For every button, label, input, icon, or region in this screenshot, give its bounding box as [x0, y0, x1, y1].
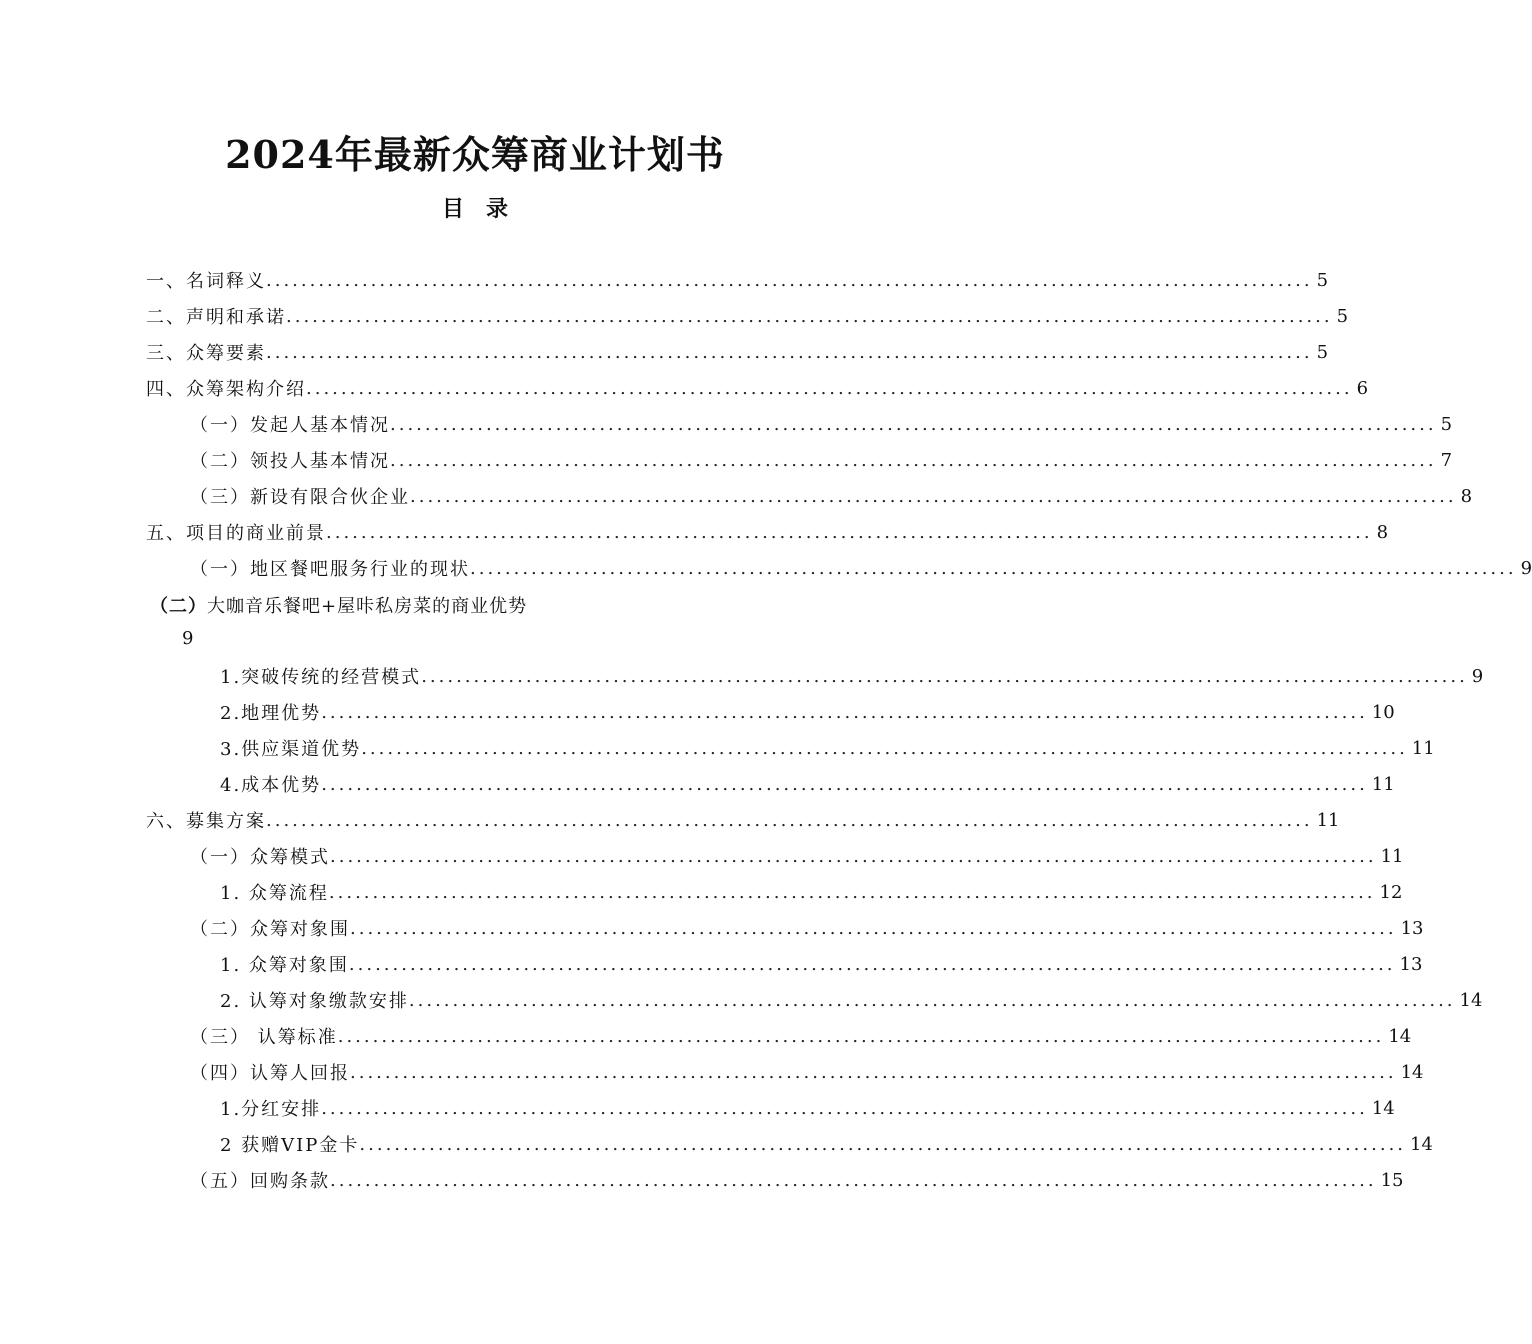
- toc-entry-label: 3.供应渠道优势: [220, 739, 362, 760]
- toc-entry[interactable]: [0, 838, 1404, 874]
- toc-entry-label: （一）众筹模式: [190, 847, 330, 868]
- toc-entry[interactable]: [0, 406, 1453, 442]
- toc-entry-page: 14: [1388, 1025, 1412, 1047]
- toc-leader: ........................................................................................................................: [361, 737, 1408, 759]
- toc-entry[interactable]: [0, 1054, 1424, 1090]
- toc-entry-page: 9: [1520, 557, 1532, 579]
- toc-entry[interactable]: [0, 262, 1329, 298]
- toc-leader: ........................................................................................................................: [306, 377, 1353, 399]
- toc-leader: ........................................................................................................................: [321, 701, 1368, 723]
- toc-leader: ........................................................................................................................: [326, 521, 1373, 543]
- toc-entry-label: 1. 众筹流程: [220, 883, 329, 904]
- toc-leader: ........................................................................................................................: [337, 1025, 1385, 1047]
- toc-entry-label: （一）发起人基本情况: [190, 415, 390, 436]
- toc-entry[interactable]: [0, 1126, 1433, 1162]
- toc-entry-page: 14: [1410, 1133, 1433, 1155]
- toc-entry[interactable]: [0, 1018, 1412, 1054]
- toc-entry-text: 大咖音乐餐吧+屋咔私房菜的商业优势: [207, 596, 528, 617]
- toc-entry-label: （二）领投人基本情况: [190, 451, 390, 472]
- toc-entry[interactable]: [0, 478, 1473, 514]
- toc-entry-page-line: [0, 622, 950, 658]
- toc-entry[interactable]: [0, 694, 1395, 730]
- toc-entry-label: （三）新设有限合伙企业: [190, 487, 410, 508]
- toc-entry-page: 11: [1411, 737, 1435, 759]
- toc-entry[interactable]: [0, 334, 1329, 370]
- toc-entry-page: 15: [1380, 1169, 1404, 1191]
- table-of-contents: [0, 262, 1532, 1198]
- toc-leader: ........................................................................................................................: [286, 305, 1333, 327]
- toc-entry[interactable]: [0, 298, 1349, 334]
- toc-entry-label: （四）认筹人回报: [190, 1063, 350, 1084]
- toc-entry-page: 13: [1399, 953, 1423, 975]
- toc-leader: ........................................................................................................................: [350, 917, 1397, 939]
- toc-entry-label: 1.分红安排: [220, 1099, 322, 1120]
- toc-leader: ........................................................................................................................: [321, 1097, 1368, 1119]
- toc-leader: ........................................................................................................................: [421, 665, 1468, 687]
- toc-entry[interactable]: [0, 874, 1403, 910]
- toc-entry-page: 13: [1400, 917, 1424, 939]
- toc-leader: ........................................................................................................................: [321, 773, 1368, 795]
- toc-entry-page: 9: [1471, 665, 1484, 687]
- toc-leader: ........................................................................................................................: [470, 557, 1517, 579]
- toc-entry-page: 11: [1316, 809, 1340, 831]
- toc-entry-page: 9: [182, 628, 194, 649]
- toc-entry-page: 5: [1440, 413, 1453, 435]
- toc-entry[interactable]: [0, 586, 950, 622]
- toc-entry-label: 三、众筹要素: [146, 343, 266, 364]
- toc-entry[interactable]: [0, 658, 1484, 694]
- toc-entry-page: 10: [1371, 701, 1395, 723]
- toc-leader: ........................................................................................................................: [266, 341, 1313, 363]
- toc-entry-page: 14: [1371, 1097, 1395, 1119]
- toc-entry[interactable]: [0, 766, 1395, 802]
- toc-leader: ........................................................................................................................: [410, 485, 1457, 507]
- toc-leader: ........................................................................................................................: [266, 809, 1313, 831]
- toc-leader: ........................................................................................................................: [330, 845, 1377, 867]
- toc-entry-page: 5: [1316, 269, 1329, 291]
- toc-entry-label: 1. 众筹对象围: [220, 955, 349, 976]
- toc-entry-label: 1.突破传统的经营模式: [220, 667, 422, 688]
- toc-entry-page: 5: [1336, 305, 1349, 327]
- toc-leader: ........................................................................................................................: [328, 881, 1376, 903]
- toc-entry[interactable]: [0, 946, 1423, 982]
- toc-entry-label: 二、声明和承诺: [146, 307, 286, 328]
- toc-entry-label: 2.地理优势: [220, 703, 322, 724]
- toc-entry-page: 8: [1460, 485, 1473, 507]
- toc-entry-label: 四、众筹架构介绍: [146, 379, 306, 400]
- toc-entry-page: 14: [1459, 989, 1483, 1011]
- toc-entry[interactable]: [0, 910, 1424, 946]
- toc-leader: ........................................................................................................................: [390, 413, 1437, 435]
- document-title: 2024年最新众筹商业计划书: [225, 132, 725, 177]
- toc-entry-prefix: （二）: [150, 596, 207, 617]
- toc-leader: ........................................................................................................................: [348, 953, 1396, 975]
- toc-entry-label: 2. 认筹对象缴款安排: [220, 991, 409, 1012]
- toc-entry[interactable]: [0, 802, 1340, 838]
- toc-entry-page: 7: [1440, 449, 1453, 471]
- toc-entry-label: 一、名词释义: [146, 271, 266, 292]
- toc-entry[interactable]: [0, 370, 1369, 406]
- toc-entry-label: 4.成本优势: [220, 775, 322, 796]
- toc-entry-page: 5: [1316, 341, 1329, 363]
- toc-entry[interactable]: [0, 730, 1435, 766]
- toc-leader: ........................................................................................................................: [390, 449, 1437, 471]
- toc-entry-label: 六、募集方案: [146, 811, 266, 832]
- toc-entry[interactable]: [0, 550, 1532, 586]
- toc-leader: ........................................................................................................................: [408, 989, 1456, 1011]
- toc-entry-page: 6: [1356, 377, 1369, 399]
- toc-entry[interactable]: [0, 514, 1389, 550]
- toc-entry-page: 14: [1400, 1061, 1424, 1083]
- toc-leader: ........................................................................................................................: [359, 1133, 1407, 1155]
- toc-entry[interactable]: [0, 1162, 1404, 1198]
- toc-entry-label: （五）回购条款: [190, 1171, 330, 1192]
- toc-entry-label: 五、项目的商业前景: [146, 523, 326, 544]
- toc-entry-page: 12: [1379, 881, 1403, 903]
- toc-entry[interactable]: [0, 1090, 1395, 1126]
- toc-entry[interactable]: [0, 982, 1483, 1018]
- toc-leader: ........................................................................................................................: [330, 1169, 1377, 1191]
- toc-entry-label: 2 获赠VIP金卡: [220, 1135, 360, 1156]
- toc-entry-label: （二）众筹对象围: [190, 919, 350, 940]
- toc-entry-page: 8: [1376, 521, 1389, 543]
- toc-heading: 目录: [441, 196, 530, 222]
- toc-entry-label: [150, 592, 527, 618]
- toc-entry-label: （三） 认筹标准: [190, 1027, 338, 1048]
- toc-entry-page: 11: [1380, 845, 1404, 867]
- toc-entry[interactable]: [0, 442, 1453, 478]
- toc-entry-page: 11: [1371, 773, 1395, 795]
- toc-leader: ........................................................................................................................: [266, 269, 1313, 291]
- toc-leader: ........................................................................................................................: [350, 1061, 1397, 1083]
- toc-entry-label: （一）地区餐吧服务行业的现状: [190, 559, 470, 580]
